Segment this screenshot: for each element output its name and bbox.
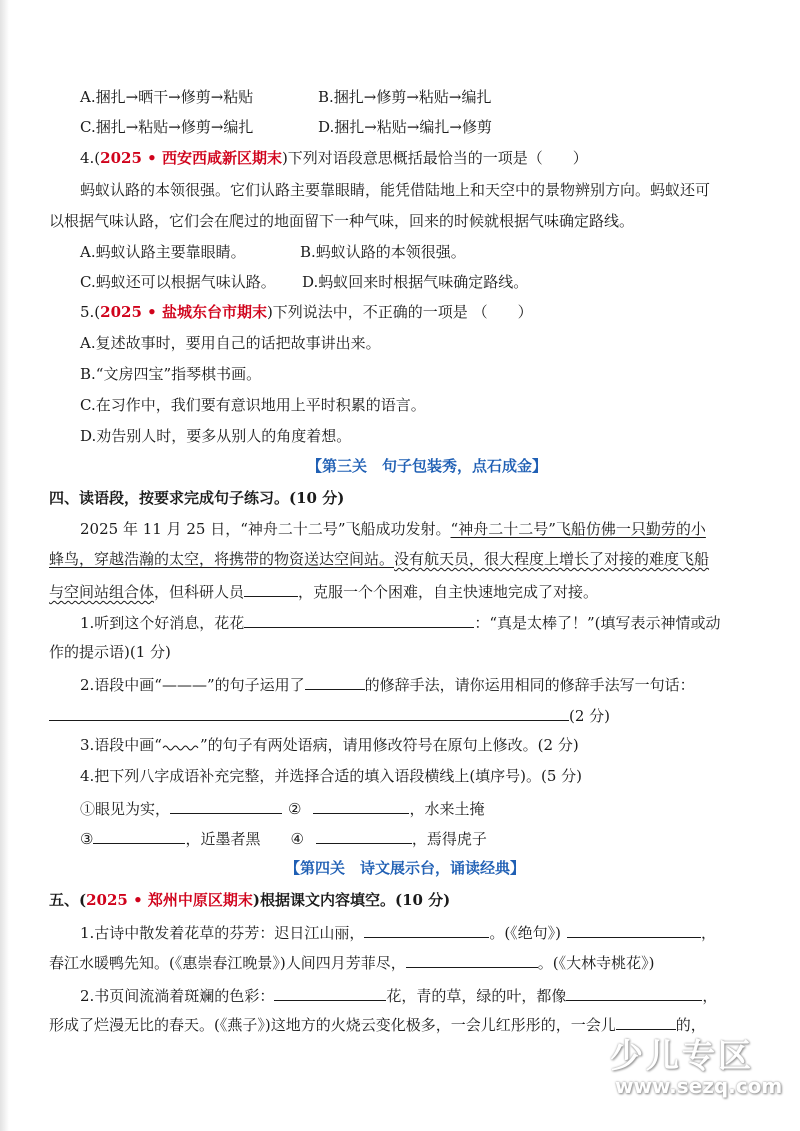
q1-instruction: ：“真是太棒了！”(填写表示神情或动 <box>474 614 721 632</box>
q3-option-c: C.捆扎→粘贴→修剪→编扎 <box>80 118 254 136</box>
q2-prompt: 2.语段中画“———”的句子运用了 <box>80 676 305 694</box>
metaphor-sentence-part-2: 蜂鸟，穿越浩瀚的太空，将携带的物资送达空间站。 <box>49 550 395 568</box>
part-4-q4-line: 4.把下列八字成语补充完整，并选择合适的填入语段横线上(填序号)。(5 分) <box>80 767 583 785</box>
watermark-url: www.sezq.com <box>615 1074 783 1098</box>
q4-option-a: A.蚂蚁认路主要靠眼睛。 <box>80 243 246 261</box>
part-5-instruction: )根据课文内容填空。(10 分) <box>252 891 451 909</box>
q3-instruction: ”的句子有两处语病，请用修改符号在原句上修改。(2 分) <box>199 736 579 754</box>
part-4-heading: 四、读语段，按要求完成句子练习。(10 分) <box>49 489 345 507</box>
part-5-q1-line-2 <box>49 951 654 973</box>
p5-q1-blank-1[interactable] <box>364 921 489 938</box>
part-4-passage-line-2 <box>49 549 709 569</box>
page-edge-shadow <box>0 0 9 1131</box>
p5-q1-prompt: 1.古诗中散发着花草的芬芳：迟日江山丽， <box>80 924 365 942</box>
q5-option-c: C.在习作中，我们要有意识地用上平时积累的语言。 <box>80 396 426 414</box>
q5-option-b: B.“文房四宝”指琴棋书画。 <box>80 365 262 383</box>
passage-text: ，但科研人员 <box>154 583 245 601</box>
q2-instruction: 的修辞手法，请你运用相同的修辞手法写一句话： <box>364 676 695 694</box>
part-4-q2-line <box>80 673 695 695</box>
q2-sentence-blank[interactable] <box>49 704 569 721</box>
q3-option-d: D.捆扎→粘贴→编扎→修剪 <box>318 118 492 136</box>
part-4-q1-line-2: 作的提示语)(1 分) <box>49 643 171 661</box>
p5-q2-text: 花，青的草，绿的叶，都像 <box>386 987 567 1005</box>
part-5-q1-line <box>80 921 716 943</box>
idiom-4-text: ，焉得虎子 <box>411 830 487 848</box>
faulty-sentence-part-2: 与空间站组合体 <box>49 583 155 601</box>
passage-blank[interactable] <box>244 580 298 597</box>
idiom-3-blank[interactable] <box>93 827 185 844</box>
q4-source-tag: 2025 • 西安西咸新区期末 <box>100 149 282 167</box>
part-4-passage-line-3 <box>49 580 598 602</box>
idiom-1-text: ①眼见为实， <box>80 800 171 818</box>
p5-q2-end: 的， <box>675 1016 706 1034</box>
metaphor-sentence-part-1: “神舟二十二号”飞船仿佛一只勤劳的小 <box>450 520 706 538</box>
passage-sentence-1: 2025 年 11 月 25 日，“神舟二十二号”飞船成功发射。 <box>80 520 451 538</box>
wavy-line-mark-icon <box>162 740 200 752</box>
q5-source-tag: 2025 • 盐城东台市期末 <box>100 303 267 321</box>
idiom-4-blank[interactable] <box>316 827 412 844</box>
q4-passage-line-2: 以根据气味认路，它们会在爬过的地面留下一种气味，回来的时候就根据气味确定路线。 <box>49 212 635 230</box>
q4-number: 4.( <box>80 149 101 167</box>
part-5-heading <box>49 890 450 910</box>
p5-q1-blank-2[interactable] <box>567 921 701 938</box>
section-4-title: 【第四关 诗文展示台，诵读经典】 <box>285 859 526 877</box>
q3-option-a: A.捆扎→晒干→修剪→粘贴 <box>80 88 254 106</box>
idiom-row-1 <box>80 797 484 819</box>
q4-stem: )下列对语段意思概括最恰当的一项是（ ） <box>281 149 588 167</box>
watermark-logo <box>575 1030 800 1100</box>
p5-q1-source-2: 。(《大林寺桃花》) <box>537 954 655 972</box>
part-5-q2-line <box>80 984 717 1006</box>
q3-option-b: B.捆扎→修剪→粘贴→编扎 <box>318 88 492 106</box>
idiom-2-text: ，水来土掩 <box>409 800 485 818</box>
part-5-number: 五、( <box>49 891 87 909</box>
q1-answer-blank[interactable] <box>244 611 474 628</box>
idiom-3-text: ，近墨者黑 <box>185 830 261 848</box>
part-5-source-tag: 2025 • 郑州中原区期末 <box>86 891 253 909</box>
q1-prompt: 1.听到这个好消息，花花 <box>80 614 245 632</box>
q4-option-b: B.蚂蚁认路的本领很强。 <box>300 243 466 261</box>
q4-option-d: D.蚂蚁回来时根据气味确定路线。 <box>302 273 529 291</box>
p5-q1-source: 。(《绝句》) <box>489 924 562 942</box>
p5-q2-prompt: 2.书页间流淌着斑斓的色彩： <box>80 987 275 1005</box>
part-4-q3-line <box>80 735 579 755</box>
idiom-4-number: ④ <box>290 830 304 848</box>
p5-q2-comma: ， <box>702 987 718 1005</box>
q2-rhetoric-blank[interactable] <box>305 673 365 690</box>
q4-stem-line <box>80 148 588 168</box>
p5-q2-text-2: 形成了烂漫无比的春天。(《燕子》)这地方的火烧云变化极多，一会儿红彤彤的，一会儿 <box>49 1016 616 1034</box>
idiom-2-blank[interactable] <box>313 797 409 814</box>
p5-q2-blank-3[interactable] <box>616 1013 676 1030</box>
q5-stem-line <box>80 302 533 322</box>
passage-text-end: ，克服一个个困难，自主快速地完成了对接。 <box>298 583 599 601</box>
idiom-row-2 <box>80 827 487 849</box>
watermark-brand: 少儿专区 <box>610 1036 754 1075</box>
part-4-passage-line-1 <box>80 519 706 539</box>
q5-stem: )下列说法中，不正确的一项是 （ ） <box>266 303 533 321</box>
q5-option-a: A.复述故事时，要用自己的话把故事讲出来。 <box>80 334 381 352</box>
p5-q1-comma: ， <box>701 924 717 942</box>
p5-q1-blank-3[interactable] <box>406 951 538 968</box>
q3-prompt: 3.语段中画“ <box>80 736 162 754</box>
p5-q2-blank-2[interactable] <box>566 984 702 1001</box>
q5-number: 5.( <box>80 303 101 321</box>
idiom-3-number: ③ <box>80 830 94 848</box>
section-3-title: 【第三关 句子包装秀，点石成金】 <box>307 457 548 475</box>
p5-q2-blank-1[interactable] <box>274 984 386 1001</box>
q4-passage-line-1: 蚂蚁认路的本领很强。它们认路主要靠眼睛，能凭借陆地上和天空中的景物辨别方向。蚂蚁还可 <box>80 181 711 199</box>
part-4-q2-line-2 <box>49 704 610 726</box>
q4-option-c: C.蚂蚁还可以根据气味认路。 <box>80 273 276 291</box>
part-4-q1-line <box>80 611 721 633</box>
q2-score: (2 分) <box>569 707 611 725</box>
idiom-1-blank[interactable] <box>170 797 282 814</box>
p5-q1-text: 春江水暖鸭先知。(《惠崇春江晚景》)人间四月芳菲尽， <box>49 954 406 972</box>
faulty-sentence-part-1: 没有航天员，很大程度上增长了对接的难度飞船 <box>394 550 710 568</box>
idiom-2-number: ② <box>288 800 302 818</box>
q5-option-d: D.劝告别人时，要多从别人的角度着想。 <box>80 427 352 445</box>
